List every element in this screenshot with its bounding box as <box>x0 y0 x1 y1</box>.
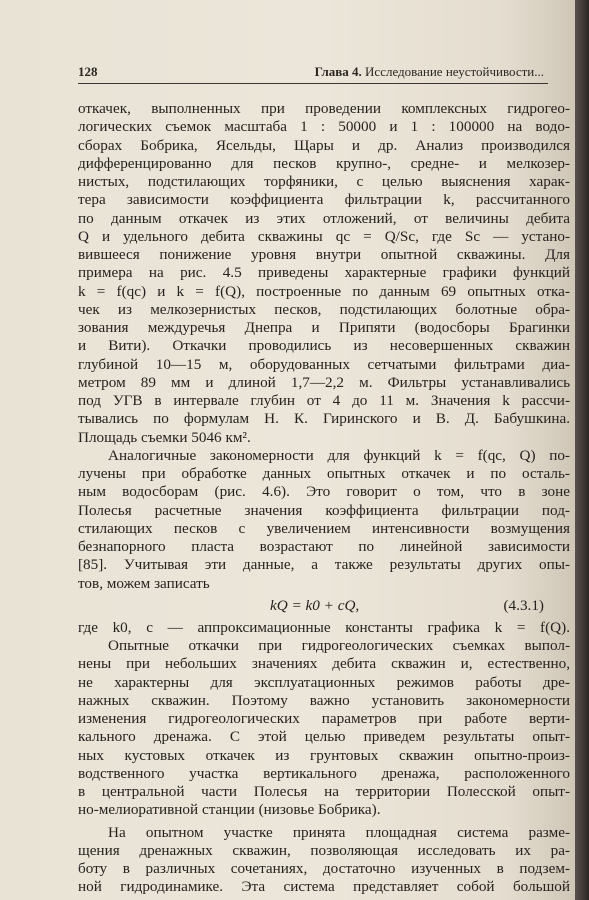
text-line: щения дренажных скважин, позволяющая исследовать их ра- <box>78 841 570 859</box>
header-rule <box>78 83 548 84</box>
text-line: тывались по формулам Н. К. Гиринского и В. Д. Бабушкина. <box>78 410 570 428</box>
paragraph-2 <box>78 447 570 593</box>
text-line: в центральной части Полесья на территории Полесской опыт- <box>78 783 570 800</box>
text-line: и Вити). Откачки проводились из несовершенных скважин <box>78 337 570 355</box>
chapter-title: Исследование неустойчивости... <box>361 64 544 79</box>
text-line: Опытные откачки при гидрогеологических съемках выпол- <box>108 637 570 654</box>
text-line: ной гидродинамике. Эта система представляет собой большой <box>78 878 570 896</box>
text-line: вившееся понижение уровня внутри опытной скважины. Для <box>78 246 570 263</box>
paragraph-3 <box>78 619 570 637</box>
text-line: тера зависимости коэффициента фильтрации k, рассчитанного <box>78 191 570 209</box>
text-line: безнапорного пласта возрастают по линейной зависимости <box>78 538 570 555</box>
paragraph-4 <box>78 637 570 820</box>
text-line: примера на рис. 4.5 приведены характерные графики функций <box>78 264 570 282</box>
body-text <box>78 100 570 897</box>
text-line: где k0, c — аппроксимационные константы графика k = f(Q). <box>78 618 570 636</box>
page-binding-edge <box>575 0 589 900</box>
text-line: но-мелиоративной станции (низовье Бобрика). <box>78 801 381 819</box>
text-line: глубиной 10—15 м, оборудованных сетчатыми фильтрами диа- <box>78 355 570 373</box>
text-line: метром 89 мм и длиной 1,7—2,2 м. Фильтры устанавливались <box>78 373 570 391</box>
equation-expression: kQ = k0 + cQ, <box>270 596 360 614</box>
text-line: кального дренажа. С этой целью приведем результаты опыт- <box>78 728 570 746</box>
text-line: чек из мелкозернистых песков, подстилающих болотные обра- <box>78 300 570 318</box>
running-head <box>78 64 544 80</box>
text-line: стилающих песков с увеличением интенсивности возмущения <box>78 519 570 537</box>
text-line: откачек, выполненных при проведении комплексных гидрогео- <box>78 100 570 117</box>
text-line: зования междуречья Днепра и Припяти (водосборы Брагинки <box>78 319 570 336</box>
page-number: 128 <box>78 64 98 79</box>
text-line: логических съемок масштаба 1 : 50000 и 1 : 100000 на водо- <box>78 118 570 136</box>
text-line: Аналогичные закономерности для функций k = f(qc, Q) по- <box>108 446 570 464</box>
text-line: не характерны для эксплуатационных режимов работы дре- <box>78 673 570 691</box>
text-line: по данным откачек из этих отложений, от величины дебита <box>78 209 570 227</box>
equation-number: (4.3.1) <box>503 596 544 614</box>
text-line: Q и удельного дебита скважины qc = Q/Sc, где Sc — устано- <box>78 227 570 245</box>
running-title <box>315 64 544 80</box>
text-line: Полесья расчетные значения коэффициента фильтрации под- <box>78 501 570 519</box>
chapter-label: Глава 4. <box>314 64 362 79</box>
text-line: боту в различных сочетаниях, достаточно изученных в подзем- <box>78 860 570 877</box>
text-line: дифференцированно для песков крупно-, средне- и мелкозер- <box>78 154 570 172</box>
equation-4-3-1 <box>78 593 570 619</box>
text-line: ным водосборам (рис. 4.6). Это говорит о том, что в зоне <box>78 483 570 501</box>
paragraph-1 <box>78 100 570 447</box>
text-line: сборах Бобрика, Ясельды, Щары и др. Анализ производился <box>78 136 570 154</box>
text-line: нистых, подстилающих торфяники, с целью выяснения харак- <box>78 173 570 190</box>
text-line: изменения гидрогеологических параметров при работе верти- <box>78 710 570 727</box>
text-line: нены при небольших значениях дебита скважин и, естественно, <box>78 655 570 673</box>
text-line: под УГВ в интервале глубин от 4 до 11 м. Значения k рассчи- <box>78 392 570 409</box>
text-line: На опытном участке принята площадная система разме- <box>108 823 570 841</box>
text-line: нажных скважин. Поэтому важно установить закономерности <box>78 691 570 709</box>
paragraph-5 <box>78 824 570 897</box>
text-line: ных кустовых откачек из грунтовых скважин опытно-произ- <box>78 746 570 764</box>
text-line: тов, можем записать <box>78 574 210 592</box>
text-line: водственного участка вертикального дренажа, расположенного <box>78 764 570 782</box>
text-line: [85]. Учитывая эти данные, а также результаты других опы- <box>78 556 570 574</box>
text-line: k = f(qc) и k = f(Q), построенные по данным 69 опытных отка- <box>78 282 570 300</box>
text-line: лучены при обработке данных опытных откачек и по осталь- <box>78 465 570 482</box>
text-line: Площадь съемки 5046 км². <box>78 428 251 446</box>
